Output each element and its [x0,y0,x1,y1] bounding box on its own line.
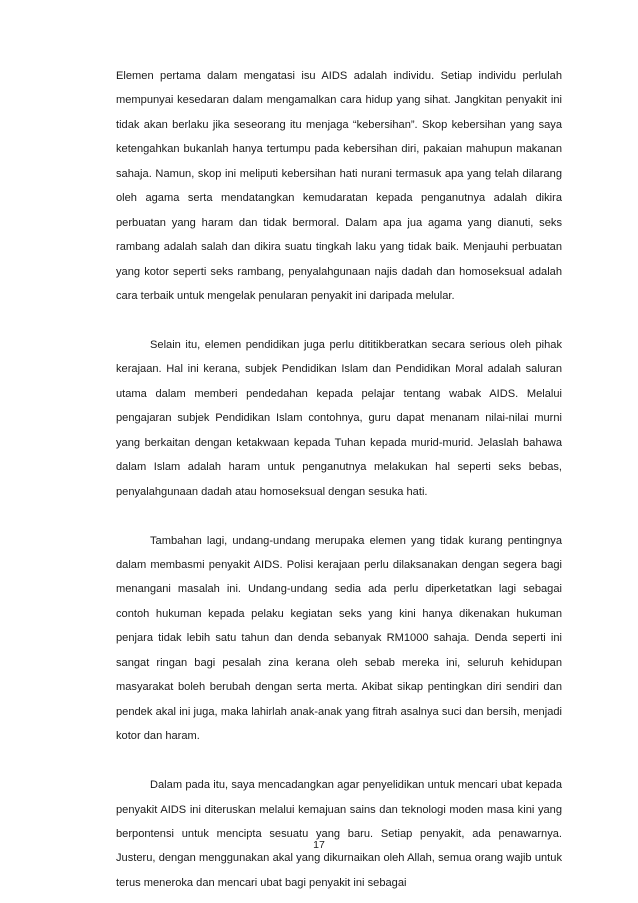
paragraph-law: Tambahan lagi, undang-undang merupaka elemen yang tidak kurang pentingnya dalam membasmi penyakit AIDS. Polisi kerajaan perlu dilaksanakan dengan segera bagi menangani masalah ini. Undang-undang sedia ada perlu diperketatkan lagi sebagai contoh hukuman kepada pelaku kegiatan seks yang kini hanya dikenakan hukuman penjara tidak lebih satu tahun dan denda sebanyak RM1000 sahaja. Denda seperti ini sangat ringan bagi pesalah zina kerana oleh sebab mereka ini, seluruh kehidupan masyarakat boleh berubah dengan serta merta. Akibat sikap pentingkan diri sendiri dan pendek akal ini juga, maka lahirlah anak-anak yang fitrah asalnya suci dan bersih, menjadi kotor dan haram. [116,534,562,743]
page-number: 17 [313,839,325,851]
page-body [116,64,562,895]
paragraph-research: Dalam pada itu, saya mencadangkan agar penyelidikan untuk mencari ubat kepada penyakit AIDS ini diteruskan melalui kemajuan sains dan teknologi moden masa kini yang berpontensi untuk mencipta sesuatu yang baru. Setiap penyakit, ada penawarnya. Justeru, dengan menggunakan akal yang dikurnaikan oleh Allah, semua orang wajib untuk terus meneroka dan mencari ubat bagi penyakit ini sebagai [116,779,562,889]
paragraph-education: Selain itu, elemen pendidikan juga perlu dititikberatkan secara serious oleh pihak kerajaan. Hal ini kerana, subjek Pendidikan Islam dan Pendidikan Moral adalah saluran utama dalam memberi pendedahan kepada pelajar tentang wabak AIDS. Melalui pengajaran subjek Pendidikan Islam contohnya, guru dapat menanam nilai-nilai murni yang berkaitan dengan ketakwaan kepada Tuhan kepada murid-murid. Jelaslah bahawa dalam Islam adalah haram untuk penganutnya melakukan hal seperti seks bebas, penyalahgunaan dadah atau homoseksual dengan sesuka hati. [116,338,562,498]
paragraph-individual: Elemen pertama dalam mengatasi isu AIDS adalah individu. Setiap individu perlulah mempunyai kesedaran dalam mengamalkan cara hidup yang sihat. Jangkitan penyakit ini tidak akan berlaku jika seseorang itu menjaga “kebersihan”. Skop kebersihan yang saya ketengahkan bukanlah hanya tertumpu pada kebersihan diri, pakaian mahupun makanan sahaja. Namun, skop ini meliputi kebersihan hati nurani termasuk apa yang telah dilarang oleh agama serta mendatangkan kemudaratan kepada penganutnya adalah dikira perbuatan yang haram dan tidak bermoral. Dalam apa jua agama yang dianuti, seks rambang adalah salah dan dikira suatu tingkah laku yang tidak baik. Menjauhi perbuatan yang kotor seperti seks rambang, penyalahgunaan najis dadah dan homoseksual adalah cara terbaik untuk mengelak penularan penyakit ini daripada melular. [116,70,562,303]
